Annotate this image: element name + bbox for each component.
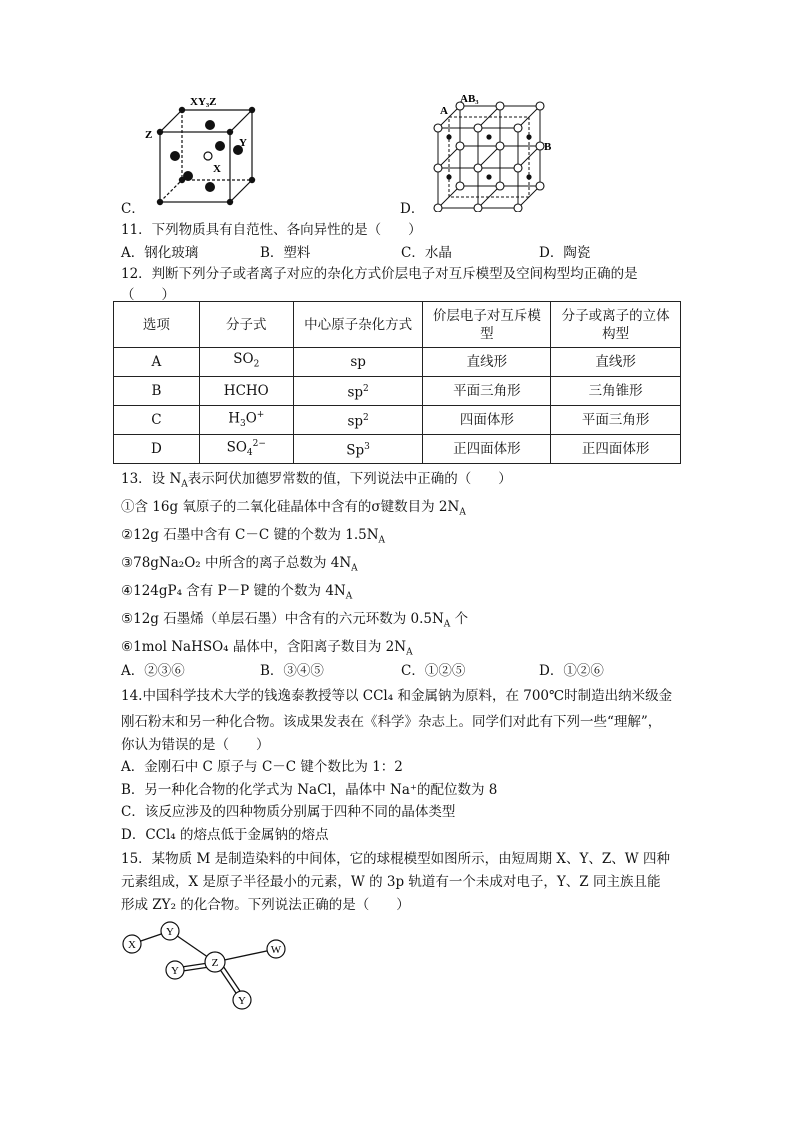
header-option: 选项 — [114, 302, 200, 348]
atom-z: Z — [211, 957, 219, 969]
q11-option-d[interactable]: D．陶瓷 — [539, 245, 591, 261]
q12-stem-line2: （ ） — [121, 287, 175, 303]
q15-stem-line1: 15．某物质 M 是制造染料的中间体，它的球棍模型如图所示，由短周期 X、Y、Z、W 四种 — [121, 851, 670, 867]
q11-option-a[interactable]: A．钢化玻璃 — [121, 245, 199, 261]
q13-option-a[interactable]: A．②③⑥ — [121, 663, 185, 679]
lattice-label-a: A — [440, 105, 448, 117]
q15-stem-line2: 元素组成，X 是原子半径最小的元素，W 的 3p 轨道有一个未成对电子，Y、Z 同主族且能 — [121, 874, 661, 890]
atom-y: Y — [171, 965, 179, 977]
atom-w: W — [270, 944, 282, 956]
q11-option-c[interactable]: C．水晶 — [401, 245, 452, 261]
q13-stem: 13．设 $N_A$表示阿伏加德罗常数的值，下列说法中正确的（ ） — [121, 471, 512, 490]
cube-label-z: Z — [145, 129, 153, 141]
header-hybridization: 中心原子杂化方式 — [293, 302, 423, 348]
atom-y: Y — [238, 995, 246, 1007]
ball-stick-model — [118, 920, 308, 1020]
lattice-title-ab3: AB₃ — [460, 93, 479, 105]
q14-stem-line1: 14.中国科学技术大学的钱逸泰教授等以 CCl₄ 和金属钠为原料，在 700℃时制造出纳米级金 — [121, 688, 673, 704]
q14-option-d[interactable]: D．CCl₄ 的熔点低于金属钠的熔点 — [121, 827, 329, 843]
q13-item-5: ⑤12g 石墨烯（单层石墨）中含有的六元环数为 $0.5N_A$ 个 — [121, 611, 469, 630]
q13-item-1: ①含 16g 氧原子的二氧化硅晶体中含有的σ键数目为 $2N_A$ — [121, 499, 466, 518]
q13-option-d[interactable]: D．①②⑥ — [539, 663, 604, 679]
table-row: C $H_3O^+$ $sp^2$ 四面体形 平面三角形 — [114, 406, 681, 435]
q11-option-b[interactable]: B．塑料 — [260, 245, 311, 261]
cube-title-xy3z: XY₃Z — [190, 96, 217, 108]
q13-item-2: ②12g 石墨中含有 C－C 键的个数为 $1.5N_A$ — [121, 527, 386, 546]
header-formula: 分子式 — [199, 302, 293, 348]
lattice-label-b: B — [544, 141, 552, 153]
header-shape: 分子或离子的立体 构型 — [551, 302, 681, 348]
atom-x: X — [128, 939, 136, 951]
table-row: A $SO_2$ sp 直线形 直线形 — [114, 348, 681, 377]
q15-stem-line3: 形成 ZY₂ 的化合物。下列说法正确的是（ ） — [121, 897, 410, 913]
q13-option-b[interactable]: B．③④⑤ — [260, 663, 324, 679]
q14-stem-line2: 刚石粉末和另一种化合物。该成果发表在《科学》杂志上。同学们对此有下列一些“理解”， — [121, 714, 662, 730]
q14-option-a[interactable]: A．金刚石中 C 原子与 C－C 键个数比为 1：2 — [121, 759, 403, 775]
q13-item-4: ④124gP₄ 含有 P－P 键的个数为 $4N_A$ — [121, 583, 353, 602]
q13-item-3: ③78gNa₂O₂ 中所含的离子总数为 $4N_A$ — [121, 555, 358, 574]
q14-option-b[interactable]: B．另一种化合物的化学式为 NaCl，晶体中 Na⁺的配位数为 8 — [121, 782, 498, 798]
q13-option-c[interactable]: C．①②⑤ — [401, 663, 466, 679]
cube-figure-xy3z — [140, 92, 280, 212]
table-row: D $SO_4^{2-}$ Sp$^3$ 正四面体形 正四面体形 — [114, 435, 681, 464]
q14-option-c[interactable]: C．该反应涉及的四种物质分别属于四种不同的晶体类型 — [121, 804, 456, 820]
q10-option-d-label: D． — [400, 201, 425, 217]
lattice-figure-ab3 — [420, 92, 560, 212]
q11-stem: 11．下列物质具有自范性、各向异性的是（ ） — [121, 222, 422, 238]
cube-label-x: X — [213, 163, 221, 175]
header-vsepr: 价层电子对互斥模 型 — [423, 302, 551, 348]
q12-stem-line1: 12．判断下列分子或者离子对应的杂化方式价层电子对互斥模型及空间构型均正确的是 — [121, 266, 638, 282]
table-row: B HCHO $sp^2$ 平面三角形 三角锥形 — [114, 377, 681, 406]
q13-item-6: ⑥1mol NaHSO₄ 晶体中，含阳离子数目为 $2N_A$ — [121, 639, 413, 658]
table-header-row — [114, 302, 681, 348]
atom-y: Y — [166, 926, 174, 938]
q14-stem-line3: 你认为错误的是（ ） — [121, 737, 270, 753]
q12-table — [113, 301, 681, 464]
cube-label-y: Y — [239, 137, 247, 149]
q10-option-c-label: C． — [121, 201, 145, 217]
